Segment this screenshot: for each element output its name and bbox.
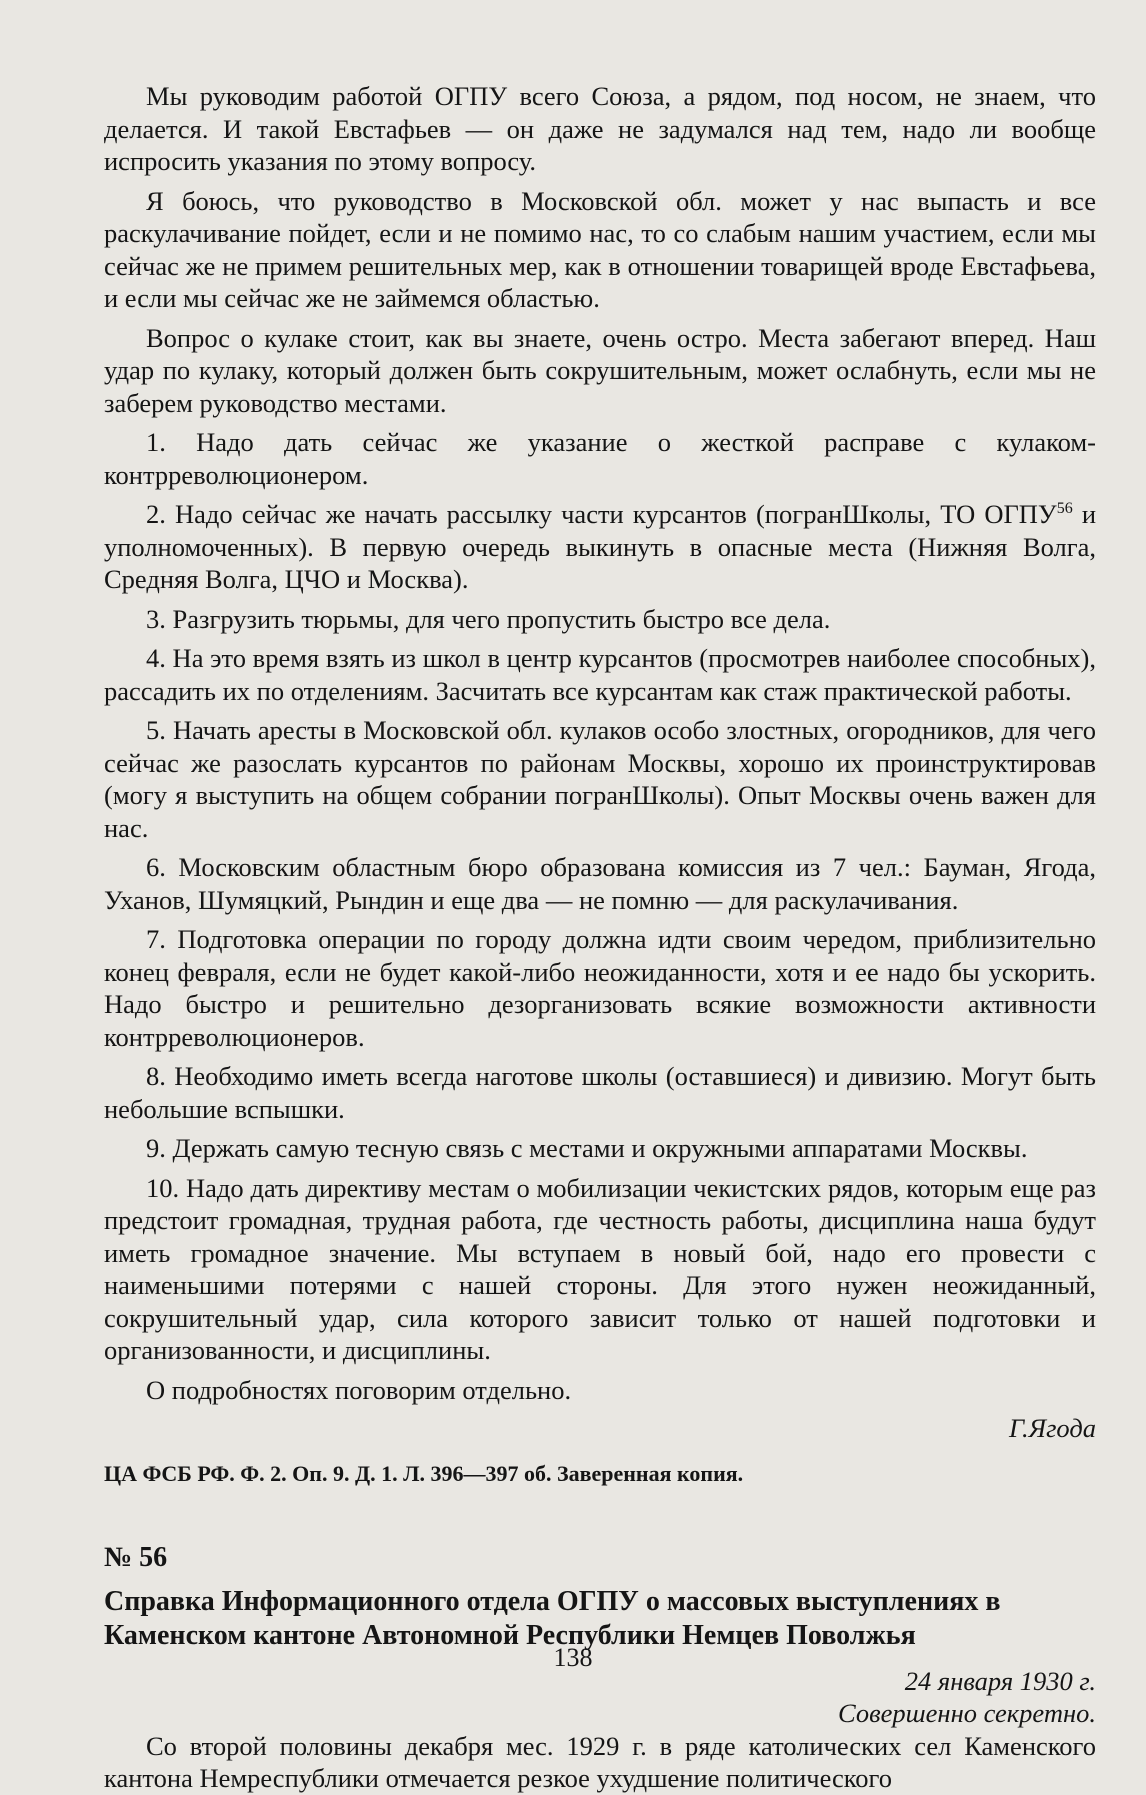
list-item-2-text: 2. Надо сейчас же начать рассылку части курсантов (погранШколы, ТО ОГПУ — [146, 499, 1057, 529]
closing-line: О подробностях поговорим отдельно. — [146, 1374, 572, 1405]
document-date: 24 января 1930 г. — [904, 1665, 1096, 1696]
list-item-8: 8. Необходимо иметь всегда наготове школы (оставшиеся) и дивизию. Могут быть небольшие вспышки. — [104, 1061, 1096, 1124]
document-number: № 56 — [104, 1541, 168, 1573]
footnote-marker: 56 — [1056, 500, 1073, 518]
list-item-3: 3. Разгрузить тюрьмы, для чего пропустить быстро все дела. — [146, 603, 831, 634]
list-item-1: 1. Надо дать сейчас же указание о жесткой расправе с кулаком-контрреволюционером. — [104, 427, 1096, 490]
archive-reference: ЦА ФСБ РФ. Ф. 2. Оп. 9. Д. 1. Л. 396—397 об. Заверенная копия. — [104, 1460, 744, 1486]
paragraph-1: Мы руководим работой ОГПУ всего Союза, а рядом, под носом, не знаем, что делается. И такой Евстафьев — он даже не задумался над тем, надо ли вообще испросить указания по этому вопросу. — [104, 81, 1096, 176]
body-paragraph: Со второй половины декабря мес. 1929 г. в ряде католических сел Каменского кантона Немреспублики отмечается резкое ухудшение политического — [104, 1730, 1096, 1793]
paragraph-2: Я боюсь, что руководство в Московской обл. может у нас выпасть и все раскулачивание пойдет, если и не помимо нас, то со слабым нашим участием, если мы сейчас же не примем решительных мер, как в отношении товарищей вроде Евстафьева, и если мы сейчас же не займемся областью. — [104, 185, 1096, 313]
list-item-2-text-cont: и уполномоченных). В первую очередь выкинуть в опасные места (Нижняя Волга, Средняя Волга, ЦЧО и Москва). — [104, 499, 1097, 594]
list-item-6: 6. Московским областным бюро образована комиссия из 7 чел.: Бауман, Ягода, Уханов, Шумяцкий, Рындин и еще два — не помню — для раскулачивания. — [104, 852, 1096, 915]
list-item-5: 5. Начать аресты в Московской обл. кулаков особо злостных, огородников, для чего сейчас же разослать курсантов по районам Москвы, хорошо их проинструктировав (могу я выступить на общем собрании погранШколы). Опыт Москвы очень важен для нас. — [104, 715, 1096, 843]
signature: Г.Ягода — [1008, 1413, 1096, 1443]
list-item-4: 4. На это время взять из школ в центр курсантов (просмотрев наиболее способных), рассадить их по отделениям. Засчитать все курсантам как стаж практической работы. — [104, 643, 1096, 706]
list-item-7: 7. Подготовка операции по городу должна идти своим чередом, приблизительно конец февраля, если не будет какой-либо неожиданности, хотя и ее надо бы ускорить. Надо быстро и решительно дезорганизовать всякие возможности активности контрреволюционеров. — [104, 924, 1096, 1052]
list-item-2 — [104, 498, 1096, 596]
page-number: 138 — [553, 1643, 593, 1672]
secrecy-stamp: Совершенно секретно. — [838, 1698, 1096, 1728]
list-item-9: 9. Держать самую тесную связь с местами и окружными аппаратами Москвы. — [146, 1133, 1028, 1163]
document-title: Справка Информационного отдела ОГПУ о массовых выступлениях в Каменском кантоне Автономной Республики Немцев Поволжья — [104, 1585, 1001, 1651]
paragraph-3: Вопрос о кулаке стоит, как вы знаете, очень остро. Места забегают вперед. Наш удар по кулаку, который должен быть сокрушительным, может ослабнуть, если мы не заберем руководство местами. — [104, 322, 1096, 418]
text-block — [104, 80, 1096, 1795]
list-item-10: 10. Надо дать директиву местам о мобилизации чекистских рядов, которым еще раз предстоит громадная, трудная работа, где честность работы, дисциплина наша будут иметь громадное значение. Мы вступаем в новый бой, надо его провести с наименьшими потерями с нашей стороны. Для этого нужен неожиданный, сокрушительный удар, сила которого зависит только от нашей подготовки и организованности, и дисциплины. — [104, 1172, 1096, 1365]
